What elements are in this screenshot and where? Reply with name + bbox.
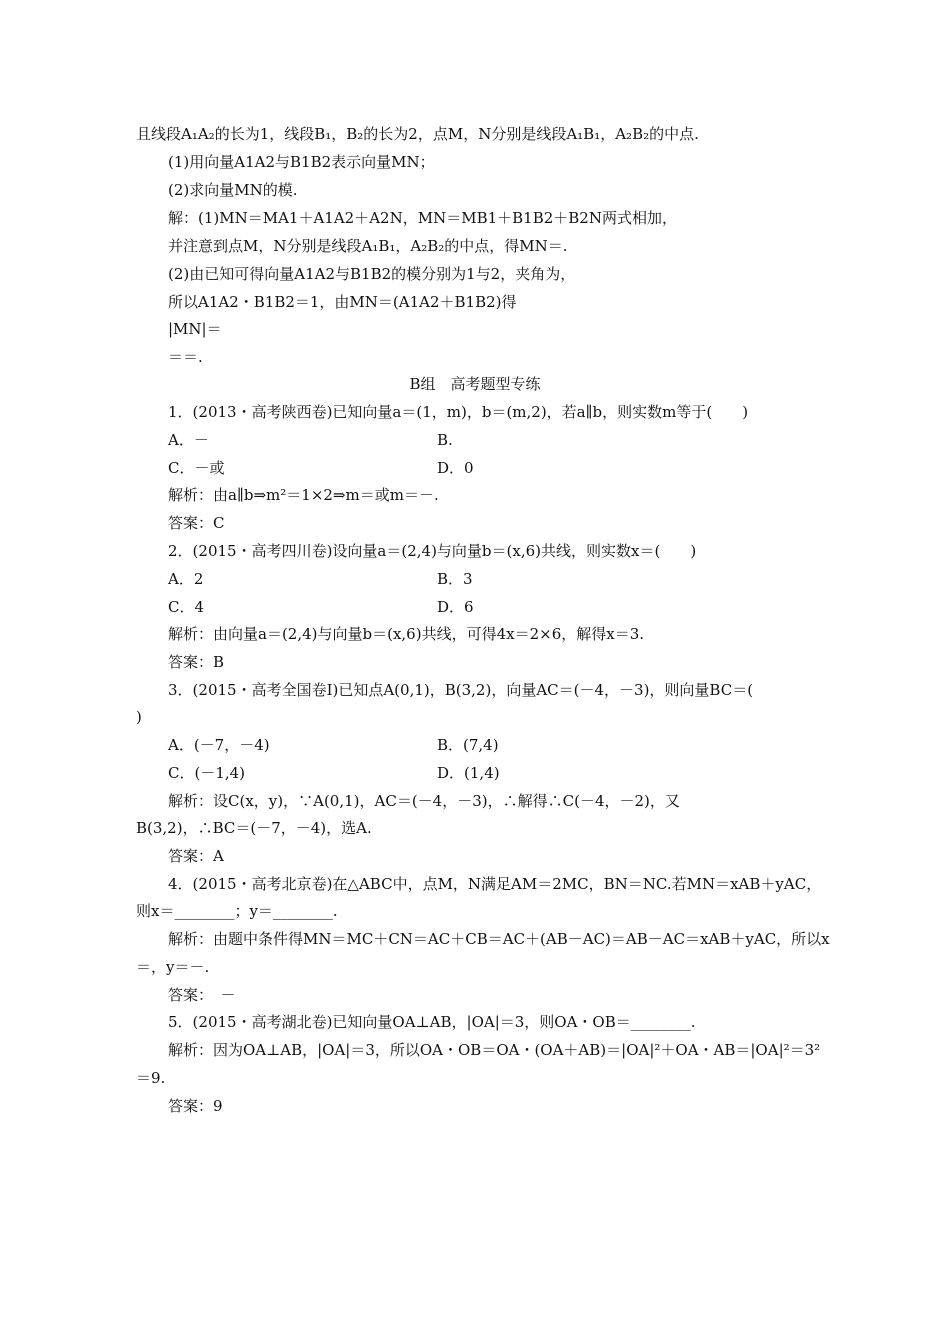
question-3-cont: )	[136, 708, 142, 726]
q1-option-a: A．－	[168, 431, 209, 449]
q2-answer: 答案：B	[168, 653, 225, 671]
question-2: 2．(2015・高考四川卷)设向量a＝(2,4)与向量b＝(x,6)共线，则实数x＝( )	[168, 542, 697, 560]
q4-solution-cont: ＝，y＝－.	[136, 958, 210, 976]
q3-answer: 答案：A	[168, 847, 224, 865]
q4-answer: 答案： －	[168, 986, 236, 1004]
q1-solution: 解析：由a∥b⇒m²＝1×2⇒m＝或m＝－.	[168, 486, 439, 504]
q3-option-c: C．(－1,4)	[168, 764, 246, 782]
question-1: 1．(2013・高考陕西卷)已知向量a＝(1，m)，b＝(m,2)，若a∥b，则实数m等于( )	[168, 403, 749, 421]
solution-line: ＝＝.	[168, 348, 203, 366]
q3-option-b: B．(7,4)	[437, 736, 499, 754]
q2-option-c: C．4	[168, 598, 205, 616]
solution-line: |MN|＝	[168, 320, 222, 338]
solution-line: 解：(1)MN＝MA1＋A1A2＋A2N，MN＝MB1＋B1B2＋B2N两式相加，	[168, 209, 677, 227]
q2-option-a: A．2	[168, 570, 204, 588]
solution-line: 所以A1A2・B1B2＝1，由MN＝(A1A2＋B1B2)得	[168, 293, 517, 311]
problem-part-2: (2)求向量MN的模.	[168, 181, 298, 199]
q2-option-d: D．6	[437, 598, 474, 616]
question-5: 5．(2015・高考湖北卷)已知向量OA⊥AB，|OA|＝3，则OA・OB＝________.	[168, 1013, 696, 1031]
q3-solution: 解析：设C(x，y)，∵A(0,1)，AC＝(－4，－3)，∴解得∴C(－4，－2)，又	[168, 792, 680, 810]
q1-option-b: B.	[437, 431, 453, 449]
solution-line: 并注意到点M，N分别是线段A₁B₁，A₂B₂的中点，得MN＝.	[168, 237, 568, 255]
question-3: 3．(2015・高考全国卷Ⅰ)已知点A(0,1)，B(3,2)，向量AC＝(－4，－3)，则向量BC＝(	[168, 681, 754, 699]
q5-solution-cont: ＝9.	[136, 1069, 166, 1087]
q3-option-d: D．(1,4)	[437, 764, 500, 782]
solution-line: (2)由已知可得向量A1A2与B1B2的模分别为1与2，夹角为，	[168, 265, 576, 283]
q3-option-a: A．(－7，－4)	[168, 736, 270, 754]
question-4-cont: 则x＝________；y＝________.	[136, 902, 338, 920]
section-heading: B组 高考题型专练	[409, 375, 541, 393]
problem-text-line: 且线段A₁A₂的长为1，线段B₁，B₂的长为2，点M，N分别是线段A₁B₁，A₂B₂的中点.	[136, 125, 699, 143]
q1-option-d: D．0	[437, 459, 474, 477]
problem-part-1: (1)用向量A1A2与B1B2表示向量MN；	[168, 153, 435, 171]
q2-option-b: B．3	[437, 570, 473, 588]
q2-solution: 解析：由向量a＝(2,4)与向量b＝(x,6)共线，可得4x＝2×6，解得x＝3.	[168, 625, 645, 643]
q5-solution: 解析：因为OA⊥AB，|OA|＝3，所以OA・OB＝OA・(OA＋AB)＝|OA|²＋OA・AB＝|OA|²＝3²	[168, 1041, 821, 1059]
q1-answer: 答案：C	[168, 514, 225, 532]
q1-option-c: C．－或	[168, 459, 225, 477]
q4-solution: 解析：由题中条件得MN＝MC＋CN＝AC＋CB＝AC＋(AB－AC)＝AB－AC＝xAB＋yAC，所以x	[168, 930, 830, 948]
q3-solution-cont: B(3,2)，∴BC＝(－7，－4)，选A.	[136, 819, 372, 837]
question-4: 4．(2015・高考北京卷)在△ABC中，点M，N满足AM＝2MC，BN＝NC.若MN＝xAB＋yAC，	[168, 875, 822, 893]
q5-answer: 答案：9	[168, 1097, 223, 1115]
